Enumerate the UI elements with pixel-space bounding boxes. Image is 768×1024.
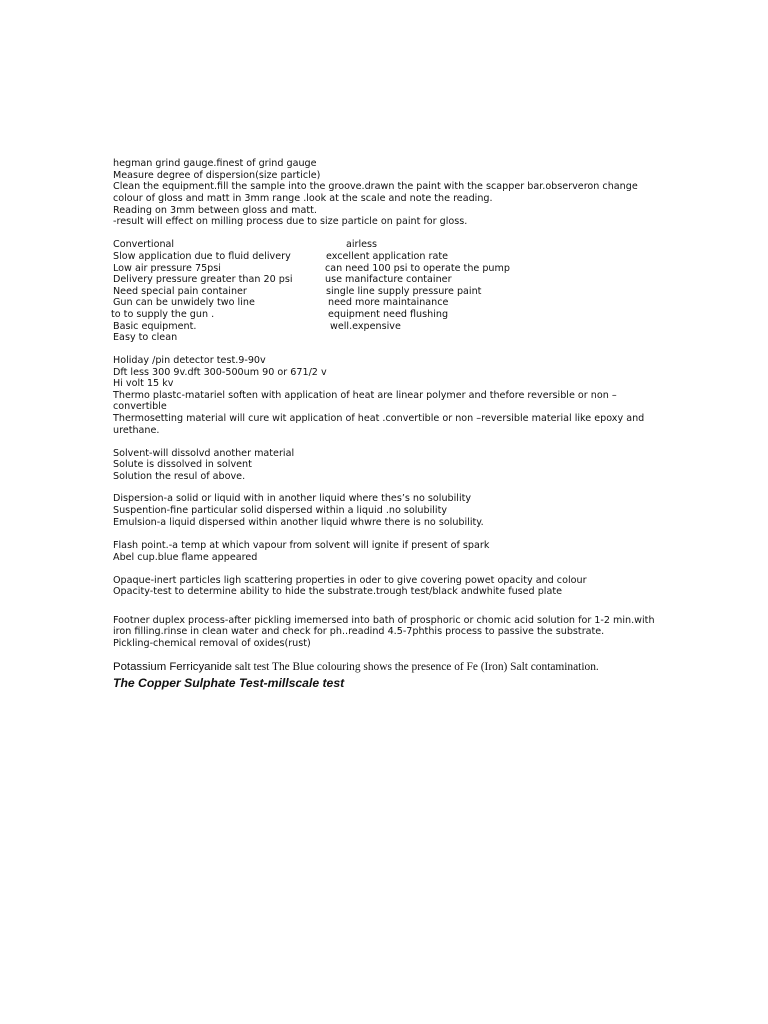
dispersion-line-1: Dispersion-a solid or liquid with in another liquid where thes’s no solubility [113, 493, 472, 504]
spray-right-6: need more maintainance [328, 297, 449, 308]
footner-line-2: iron filling.rinse in clean water and check for ph..readind 4.5-7phthis process to passive the substrate. [113, 626, 605, 637]
hegman-line-1: hegman grind gauge.finest of grind gauge [113, 158, 317, 169]
opaque-line-1: Opaque-inert particles ligh scattering properties in oder to give covering powet opacity and colour [113, 575, 587, 586]
opaque-line-2: Opacity-test to determine ability to hide the substrate.trough test/black andwhite fused plate [113, 586, 562, 597]
solvent-line-3: Solution the resul of above. [113, 471, 246, 482]
spray-left-7: to to supply the gun . [111, 309, 215, 320]
spray-right-8: well.expensive [330, 321, 401, 332]
solvent-line-2: Solute is dissolved in solvent [113, 459, 252, 470]
potassium-rest: salt test The Blue colouring shows the presence of Fe (Iron) Salt contamination. [232, 661, 599, 673]
solvent-line-1: Solvent-will dissolvd another material [113, 448, 295, 459]
footner-line-1: Footner duplex process-after pickling imemersed into bath of prosphoric or chomic acid solution for 1-2 min.with [113, 615, 655, 626]
hegman-line-3: Clean the equipment.fill the sample into the groove.drawn the paint with the scapper bar.observeron change [113, 181, 638, 192]
holiday-line-3: Hi volt 15 kv [113, 378, 174, 389]
holiday-line-4: Thermo plastc-matariel soften with application of heat are linear polymer and thefore reversible or non – [113, 390, 617, 401]
dispersion-line-3: Emulsion-a liquid dispersed within another liquid whwre there is no solubility. [113, 517, 484, 528]
spray-left-8: Basic equipment. [113, 321, 197, 332]
spray-left-5: Need special pain container [113, 286, 247, 297]
spray-left-3: Low air pressure 75psi [113, 263, 221, 274]
spray-left-9: Easy to clean [113, 332, 178, 343]
holiday-line-7: urethane. [113, 425, 160, 436]
flash-line-2: Abel cup.blue flame appeared [113, 552, 258, 563]
holiday-line-1: Holiday /pin detector test.9-90v [113, 355, 266, 366]
spray-right-3: can need 100 psi to operate the pump [325, 263, 510, 274]
spray-left-4: Delivery pressure greater than 20 psi [113, 274, 293, 285]
dispersion-line-2: Suspention-fine particular solid dispersed within a liquid .no solubility [113, 505, 448, 516]
spray-left-1: Convertional [113, 239, 175, 250]
hegman-line-2: Measure degree of dispersion(size particle) [113, 170, 321, 181]
hegman-line-6: -result will effect on milling process due to size particle on paint for gloss. [113, 216, 468, 227]
spray-left-2: Slow application due to fluid delivery [113, 251, 291, 262]
copper-sulphate-heading: The Copper Sulphate Test-millscale test [113, 676, 345, 690]
spray-right-2: excellent application rate [326, 251, 449, 262]
holiday-line-2: Dft less 300 9v.dft 300-500um 90 or 671/2 v [113, 367, 327, 378]
hegman-line-5: Reading on 3mm between gloss and matt. [113, 205, 317, 216]
footner-line-3: Pickling-chemical removal of oxides(rust) [113, 638, 311, 649]
holiday-line-5: convertible [113, 401, 167, 412]
spray-left-6: Gun can be unwidely two line [113, 297, 255, 308]
spray-right-4: use manifacture container [325, 274, 452, 285]
spray-right-7: equipment need flushing [328, 309, 449, 320]
potassium-line [113, 660, 599, 675]
flash-line-1: Flash point.-a temp at which vapour from solvent will ignite if present of spark [113, 540, 490, 551]
spray-right-1: airless [346, 239, 378, 250]
hegman-line-4: colour of gloss and matt in 3mm range .look at the scale and note the reading. [113, 193, 493, 204]
potassium-name: Potassium Ferricyanide [113, 661, 233, 673]
spray-right-5: single line supply pressure paint [326, 286, 482, 297]
holiday-line-6: Thermosetting material will cure wit application of heat .convertible or non –reversible material like epoxy and [113, 413, 645, 424]
